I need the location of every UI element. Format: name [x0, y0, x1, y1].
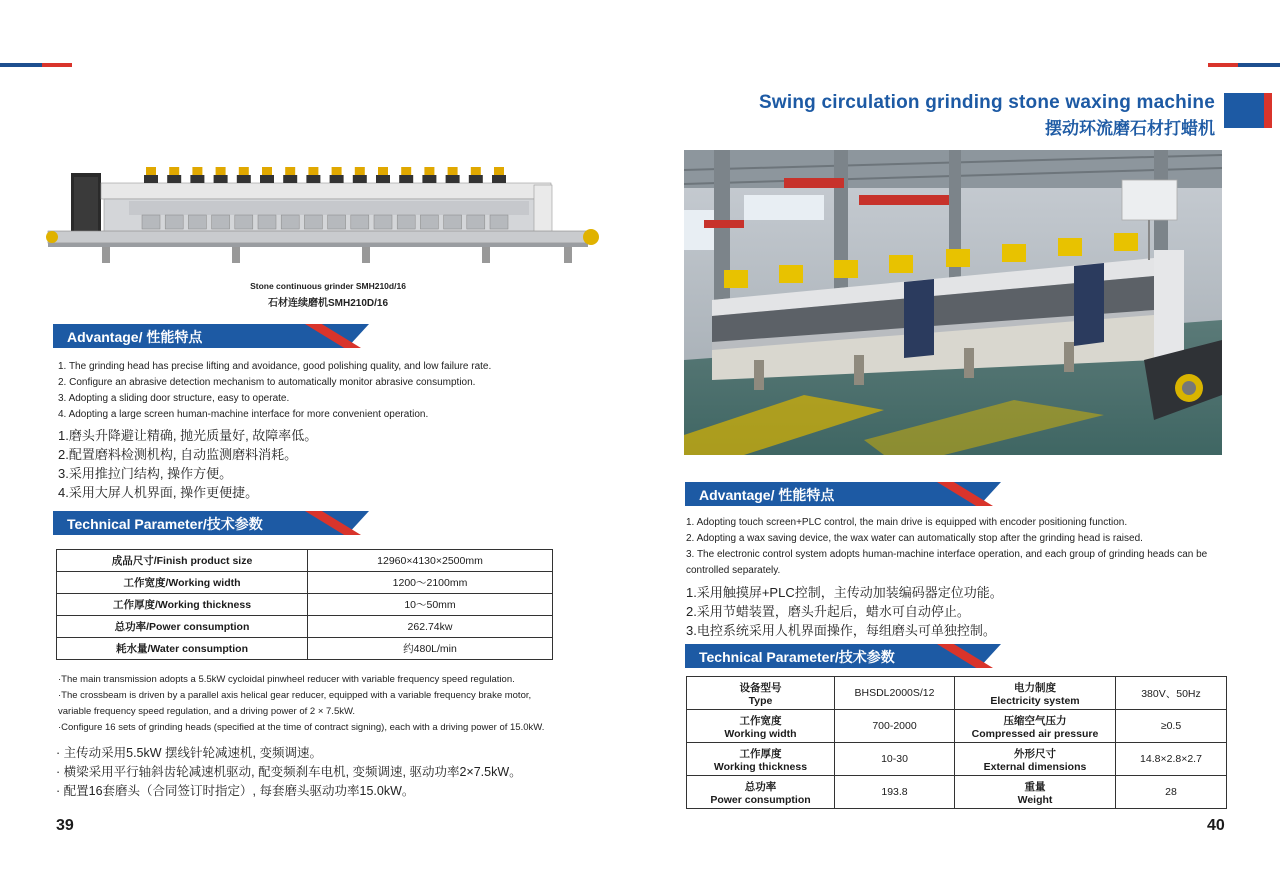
control-panel-icon — [306, 175, 320, 183]
table-row — [687, 677, 1227, 710]
param-label: 电力制度 Electricity system — [955, 677, 1116, 710]
control-panel-icon — [399, 175, 413, 183]
grinding-head-icon — [467, 215, 485, 229]
param-value: 14.8×2.8×2.7 — [1116, 743, 1227, 776]
motor-icon — [424, 167, 434, 175]
control-panel-icon — [260, 175, 274, 183]
list-item: 1. The grinding head has precise lifting and avoidance, good polishing quality, and low failure rate. — [58, 361, 492, 372]
motor-box-icon — [1002, 244, 1026, 262]
right-param-table — [686, 676, 1227, 809]
left-advantages-cn — [58, 426, 578, 502]
param-label: 总功率 Power consumption — [687, 776, 835, 809]
right-advantages-en — [686, 515, 1246, 579]
grinding-head-icon — [188, 215, 206, 229]
list-item: 3. The electronic control system adopts human-machine interface operation, and each group of grinding heads can be — [686, 549, 1208, 560]
motor-icon — [192, 167, 202, 175]
param-label: 耗水量/Water consumption — [57, 638, 308, 660]
param-label: 外形尺寸 External dimensions — [955, 743, 1116, 776]
grinding-head-icon — [351, 215, 369, 229]
motor-box-icon — [946, 249, 970, 267]
left-advantage-title: Advantage/ 性能特点 — [67, 329, 203, 345]
control-panel-icon — [353, 175, 367, 183]
table-row — [687, 710, 1227, 743]
param-label: 总功率/Power consumption — [57, 616, 308, 638]
list-item: 1.磨头升降避让精确, 抛光质量好, 故障率低。 — [58, 428, 318, 443]
motor-icon — [285, 167, 295, 175]
note-line: · 主传动采用5.5kW 摆线针轮减速机, 变频调速。 — [56, 746, 322, 760]
left-param-title: Technical Parameter/技术参数 — [67, 516, 263, 532]
motor-icon — [355, 167, 365, 175]
list-item: 2.采用节蜡装置，磨头升起后，蜡水可自动停止。 — [686, 604, 970, 619]
param-value: 700-2000 — [835, 710, 955, 743]
note-line: · 配置16套磨头（合同签订时指定）, 每套磨头驱动功率15.0kW。 — [56, 784, 415, 798]
note-line: variable frequency speed regulation, and a driving power of 2 × 7.5kW. — [58, 706, 356, 717]
motor-box-icon — [1058, 238, 1082, 256]
motor-icon — [146, 167, 156, 175]
right-advantage-banner — [685, 482, 1001, 506]
product-caption-en: Stone continuous grinder SMH210d/16 — [250, 281, 406, 291]
list-item: 3. Adopting a sliding door structure, easy to operate. — [58, 393, 290, 404]
top-bar-right-red — [1208, 63, 1238, 67]
list-item: 3.电控系统采用人机界面操作，每组磨头可单独控制。 — [686, 623, 996, 638]
note-line: · 横梁采用平行轴斜齿轮减速机驱动, 配变频刹车电机, 变频调速, 驱动功率2×7.5kW。 — [56, 765, 522, 779]
param-value: 约480L/min — [308, 638, 553, 660]
right-param-title: Technical Parameter/技术参数 — [699, 649, 895, 665]
product-caption-cn: 石材连续磨机SMH210D/16 — [267, 298, 389, 309]
motor-box-icon — [889, 255, 913, 273]
table-row — [687, 743, 1227, 776]
motor-icon — [239, 167, 249, 175]
motor-icon — [216, 167, 226, 175]
top-bar-left-blue — [0, 63, 42, 67]
param-label: 工作厚度 Working thickness — [687, 743, 835, 776]
param-value: ≥0.5 — [1116, 710, 1227, 743]
motor-icon — [471, 167, 481, 175]
param-label: 工作宽度 Working width — [687, 710, 835, 743]
left-advantage-banner — [53, 324, 369, 348]
motor-box-icon — [779, 265, 803, 283]
param-value: 12960×4130×2500mm — [308, 550, 553, 572]
grinding-head-icon — [258, 215, 276, 229]
table-row — [57, 572, 553, 594]
page-title-en: Swing circulation grinding stone waxing machine — [759, 92, 1215, 113]
param-label: 压缩空气压力 Compressed air pressure — [955, 710, 1116, 743]
control-panel-icon — [283, 175, 297, 183]
param-value: 380V、50Hz — [1116, 677, 1227, 710]
param-value: 10～50mm — [308, 594, 553, 616]
grinding-head-icon — [374, 215, 392, 229]
grinding-head-icon — [328, 215, 346, 229]
list-item: 2. Adopting a wax saving device, the wax water can automatically stop after the grinding head is raised. — [686, 533, 1143, 544]
control-panel-icon — [144, 175, 158, 183]
control-panel-icon — [422, 175, 436, 183]
right-param-banner — [685, 644, 1001, 668]
list-item: controlled separately. — [686, 565, 781, 576]
list-item: 4. Adopting a large screen human-machine interface for more convenient operation. — [58, 409, 429, 420]
left-param-banner — [53, 511, 369, 535]
list-item: 2.配置磨料检测机构, 自动监测磨料消耗。 — [58, 447, 298, 462]
control-panel-icon — [376, 175, 390, 183]
motor-icon — [494, 167, 504, 175]
left-param-table — [56, 549, 553, 660]
control-panel-icon — [190, 175, 204, 183]
table-row — [687, 776, 1227, 809]
param-value: 28 — [1116, 776, 1227, 809]
grinding-head-icon — [397, 215, 415, 229]
motor-icon — [262, 167, 272, 175]
grinding-head-icon — [142, 215, 160, 229]
motor-icon — [378, 167, 388, 175]
list-item: 4.采用大屏人机界面, 操作更便捷。 — [58, 485, 259, 500]
param-label: 成品尺寸/Finish product size — [57, 550, 308, 572]
list-item: 3.采用推拉门结构, 操作方便。 — [58, 466, 233, 481]
page-title-cn: 摆动环流磨石材打蜡机 — [1045, 119, 1215, 138]
left-notes-cn — [56, 744, 616, 801]
motor-icon — [169, 167, 179, 175]
motor-box-icon — [1114, 233, 1138, 251]
motor-icon — [332, 167, 342, 175]
grinding-head-icon — [165, 215, 183, 229]
top-bar-left-red — [42, 63, 72, 67]
list-item: 2. Configure an abrasive detection mechanism to automatically monitor abrasive consumption. — [58, 377, 476, 388]
note-line: ·The main transmission adopts a 5.5kW cycloidal pinwheel reducer with variable frequency speed regulation. — [58, 674, 515, 685]
title-accent-block — [1224, 93, 1264, 128]
list-item: 1.采用触摸屏+PLC控制，主传动加装编码器定位功能。 — [686, 585, 1003, 600]
factory-photo — [684, 150, 1222, 455]
grinding-head-icon — [444, 215, 462, 229]
table-row — [57, 550, 553, 572]
grinding-head-icon — [490, 215, 508, 229]
note-line: ·Configure 16 sets of grinding heads (specified at the time of contract signing), each with a driving power of 15.0kW. — [58, 722, 545, 733]
table-row — [57, 616, 553, 638]
title-accent-strip — [1264, 93, 1272, 128]
page-number-left: 39 — [56, 817, 74, 834]
param-value: 193.8 — [835, 776, 955, 809]
control-panel-icon — [214, 175, 228, 183]
table-row — [57, 638, 553, 660]
grinding-head-icon — [420, 215, 438, 229]
control-panel-icon — [237, 175, 251, 183]
table-row — [57, 594, 553, 616]
motor-icon — [401, 167, 411, 175]
param-label: 工作厚度/Working thickness — [57, 594, 308, 616]
control-panel-icon — [446, 175, 460, 183]
param-value: 10-30 — [835, 743, 955, 776]
control-panel-icon — [469, 175, 483, 183]
param-label: 重量 Weight — [955, 776, 1116, 809]
motor-icon — [308, 167, 318, 175]
control-panel-icon — [330, 175, 344, 183]
grinding-head-icon — [304, 215, 322, 229]
param-value: BHSDL2000S/12 — [835, 677, 955, 710]
motor-box-icon — [834, 260, 858, 278]
param-value: 1200～2100mm — [308, 572, 553, 594]
list-item: 1. Adopting touch screen+PLC control, the main drive is equipped with encoder positioning function. — [686, 517, 1128, 528]
grinding-head-icon — [235, 215, 253, 229]
page-number-right: 40 — [1207, 817, 1225, 834]
param-label: 工作宽度/Working width — [57, 572, 308, 594]
grinding-head-icon — [212, 215, 230, 229]
left-notes-en — [58, 672, 603, 736]
stone-grinder-illustration — [44, 165, 600, 270]
control-panel-icon — [492, 175, 506, 183]
top-bar-right-blue — [1238, 63, 1280, 67]
control-panel-icon — [167, 175, 181, 183]
right-advantages-cn — [686, 583, 1226, 640]
motor-box-icon — [724, 270, 748, 288]
note-line: ·The crossbeam is driven by a parallel axis helical gear reducer, equipped with a variable frequency brake motor, — [58, 690, 532, 701]
motor-icon — [448, 167, 458, 175]
grinding-head-icon — [281, 215, 299, 229]
left-advantages-en — [58, 359, 578, 423]
param-value: 262.74kw — [308, 616, 553, 638]
param-label: 设备型号 Type — [687, 677, 835, 710]
right-advantage-title: Advantage/ 性能特点 — [699, 487, 835, 503]
